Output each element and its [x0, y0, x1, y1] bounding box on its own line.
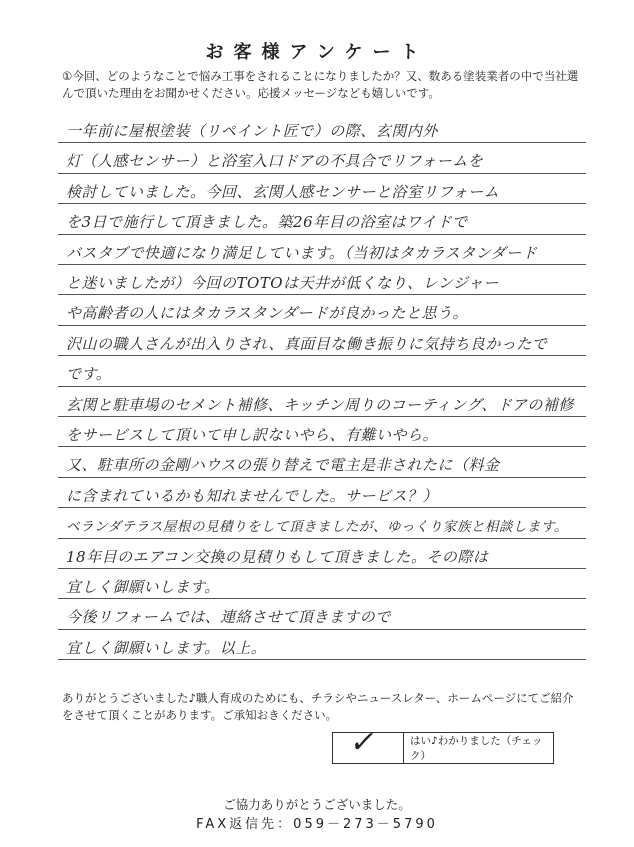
handwritten-line: や高齢者の人にはタカラスタンダードが良かったと思う。 [66, 304, 468, 323]
footer-fax: FAX返信先：059－273－5790 [196, 817, 438, 832]
answer-rule-line [58, 659, 586, 660]
answer-rule-line [58, 629, 586, 630]
handwritten-line: 今後リフォームでは、連絡させて頂きますので [66, 608, 391, 627]
answer-rule-line [58, 507, 586, 508]
answer-rule-line [58, 416, 586, 417]
answer-rule-line [58, 173, 586, 174]
handwritten-line: 沢山の職人さんが出入りされ、真面目な働き振りに気持ち良かったで [66, 334, 548, 353]
answer-rule-line [58, 477, 586, 478]
handwritten-line: 宜しく御願いします。以上。 [66, 638, 267, 657]
handwritten-line: 又、駐車所の金剛ハウスの張り替えで電主是非されたに（料金 [66, 456, 500, 475]
handwritten-line: と迷いましたが）今回のTOTOは天井が低くなり、レンジャー [66, 274, 500, 292]
answer-rule-line [58, 264, 586, 265]
handwritten-line: 一年前に屋根塗装（リペイント匠で）の際、玄関内外 [66, 122, 438, 140]
consent-checkbox-row [332, 725, 554, 764]
answer-rule-line [58, 142, 586, 143]
question-text: ①今回、どのようなことで悩み工事をされることになりましたか？又、数ある塗装業者の中で当社選んで頂いた理由をお聞かせください。応援メッセージなども嬉しいです。 [62, 69, 579, 100]
consent-label: はい♪わかりました（チェック） [410, 735, 543, 762]
footer-thanks: ご協力ありがとうございました。 [223, 797, 411, 812]
answer-rule-line [58, 598, 586, 599]
consent-notice: ありがとうございました♪職人育成のためにも、チラシやニュースレター、ホームページにてご紹介をさせて頂くことがあります。ご承知おきください。 [62, 691, 574, 722]
answer-rule-line [58, 294, 586, 295]
handwritten-line: 灯（人感センサー）と浴室入口ドアの不具合でリフォームを [66, 152, 484, 171]
handwritten-line: 玄関と駐車場のセメント補修、キッチン周りのコーティング、ドアの補修 [66, 395, 574, 414]
consent-checkbox[interactable] [333, 725, 404, 763]
answer-rule-line [58, 446, 586, 447]
check-mark-icon: ✓ [347, 725, 380, 760]
answer-rule-line [58, 538, 586, 539]
handwritten-line: です。 [66, 365, 112, 384]
handwritten-line: 検討していました。今回、玄関人感センサーと浴室リフォーム [66, 182, 500, 201]
handwritten-line: バスタブで快適になり満足しています。（当初はタカラスタンダード [66, 243, 538, 262]
answer-rule-line [58, 325, 586, 326]
handwritten-line: ベランダテラス屋根の見積りをして頂きましたが、ゆっくり家族と相談します。 [66, 519, 568, 536]
handwritten-line: をサービスして頂いて申し訳ないやら、有難いやら。 [66, 426, 439, 444]
answer-rule-line [58, 386, 586, 387]
answer-rule-line [58, 568, 586, 569]
handwritten-line: 宜しく御願いします。 [66, 578, 220, 596]
handwritten-line: を3日で施行して頂きました。築26年目の浴室はワイドで [66, 213, 468, 232]
answer-area[interactable] [58, 112, 586, 660]
page-title: お客様アンケート [205, 42, 429, 63]
handwritten-line: に含まれているかも知れませんでした。サービス？） [66, 486, 439, 505]
answer-rule-line [58, 355, 586, 356]
answer-rule-line [58, 203, 586, 204]
handwritten-line: 18年目のエアコン交換の見積りもして頂きました。その際は [66, 547, 489, 566]
answer-rule-line [58, 234, 586, 235]
